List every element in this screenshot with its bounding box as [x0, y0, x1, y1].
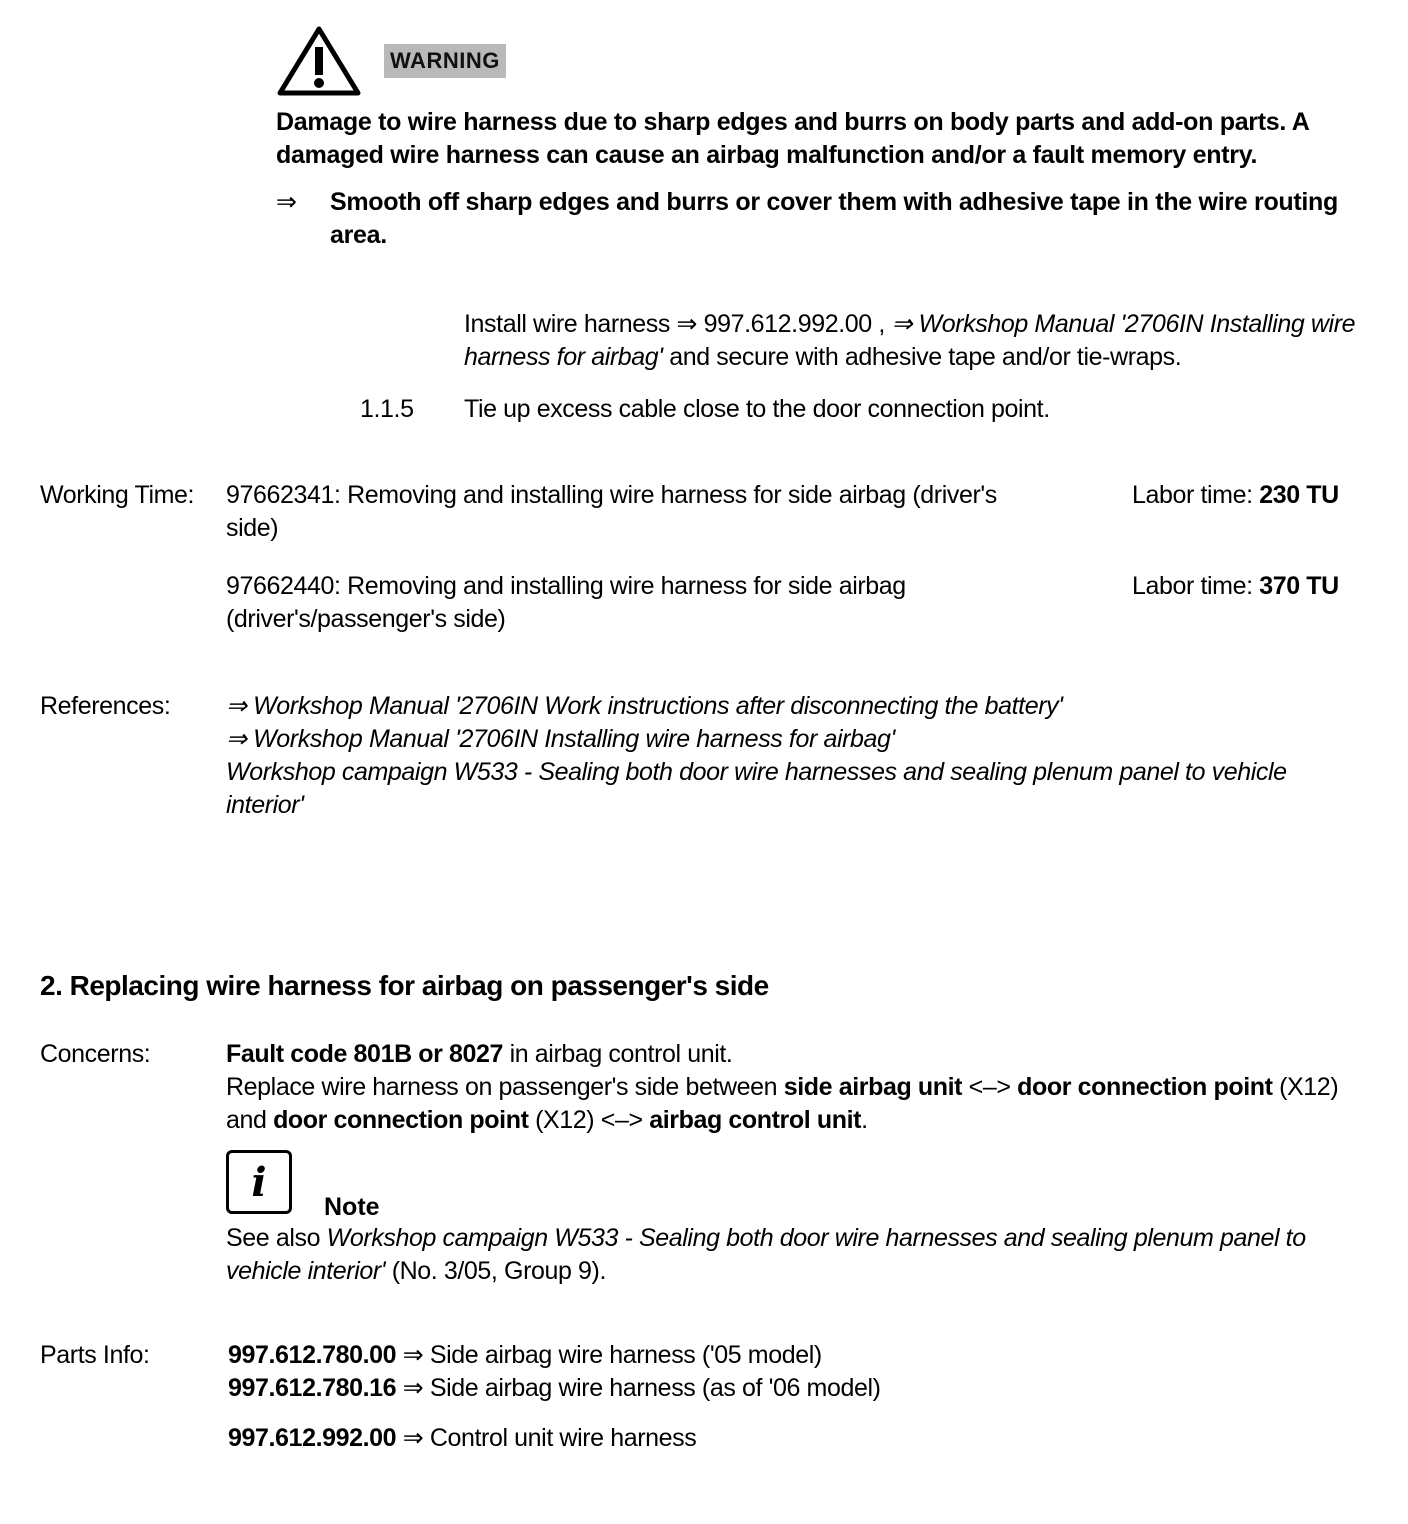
concerns-bold: airbag control unit [649, 1106, 862, 1134]
working-time-label: Working Time: [40, 481, 195, 509]
concerns-bold: door connection point [273, 1106, 529, 1134]
warning-triangle-icon [276, 25, 362, 97]
working-time-text: 97662341: Removing and installing wire harness for side airbag (driver's side) [226, 481, 997, 542]
labor-label: Labor time: [1132, 572, 1253, 600]
working-time-text: 97662440: Removing and installing wire harness for side airbag (driver's/passenger's side) [226, 572, 906, 633]
fault-code-rest: in airbag control unit. [503, 1040, 733, 1068]
labor-label: Labor time: [1132, 481, 1253, 509]
concerns-label: Concerns: [40, 1040, 151, 1068]
info-icon: i [226, 1150, 292, 1214]
note-prefix: See also [226, 1224, 327, 1252]
install-paragraph [464, 308, 1364, 374]
working-time-item [226, 570, 946, 636]
reference-link[interactable]: ⇒ Workshop Manual '2706IN Installing wire harness for airbag' [226, 725, 895, 753]
part-description: Control unit wire harness [423, 1424, 697, 1452]
references-label: References: [40, 692, 171, 720]
fault-code: Fault code 801B or 8027 [226, 1040, 504, 1068]
labor-time [1132, 570, 1372, 603]
reference-campaign: Workshop campaign W533 - Sealing both door wire harnesses and sealing plenum panel to vehicle interior' [226, 758, 1287, 819]
concerns-bold: door connection point [1017, 1073, 1273, 1101]
working-time-item [226, 479, 1026, 545]
note-text [226, 1222, 1356, 1288]
references-list [226, 690, 1326, 822]
install-prefix: Install wire harness ⇒ 997.612.992.00 , [464, 310, 892, 338]
part-number: 997.612.780.16 [228, 1374, 397, 1402]
install-reference: ⇒ Workshop Manual '2706IN Installing wire harness for airbag' [464, 310, 1356, 371]
part-number: 997.612.992.00 [228, 1424, 397, 1452]
section-heading: 2. Replacing wire harness for airbag on passenger's side [40, 970, 769, 1001]
part-item [228, 1339, 1328, 1372]
part-item [228, 1372, 1328, 1405]
warning-block [276, 24, 1366, 252]
part-number: 997.612.780.00 [228, 1341, 397, 1369]
arrow-icon: ⇒ [402, 1424, 424, 1452]
concerns-run: (X12) and [226, 1073, 1339, 1134]
part-item [228, 1422, 1328, 1455]
concerns-run: . [861, 1106, 868, 1134]
note-block [226, 1150, 1356, 1288]
step-number: 1.1.5 [360, 395, 414, 423]
note-title: Note [324, 1193, 380, 1221]
parts-list [228, 1339, 1328, 1455]
concerns-run: Replace wire harness on passenger's side between [226, 1073, 784, 1101]
warning-text: Damage to wire harness due to sharp edges and burrs on body parts and add-on parts. A damaged wire harness can cause an airbag malfunction and/or a fault memory entry. [276, 108, 1309, 169]
part-description: Side airbag wire harness ('05 model) [423, 1341, 822, 1369]
step-text: Tie up excess cable close to the door connection point. [464, 395, 1050, 423]
labor-value: 370 TU [1259, 572, 1339, 600]
concerns-text [226, 1038, 1366, 1137]
labor-value: 230 TU [1259, 481, 1339, 509]
note-suffix: (No. 3/05, Group 9). [385, 1257, 607, 1285]
part-description: Side airbag wire harness (as of '06 model) [423, 1374, 881, 1402]
arrow-icon: ⇒ [402, 1374, 424, 1402]
concerns-run: <–> [962, 1073, 1018, 1101]
warning-action: Smooth off sharp edges and burrs or cover them with adhesive tape in the wire routing area. [330, 188, 1338, 249]
warning-badge: WARNING [384, 44, 506, 78]
concerns-bold: side airbag unit [783, 1073, 963, 1101]
reference-link[interactable]: ⇒ Workshop Manual '2706IN Work instructions after disconnecting the battery' [226, 692, 1063, 720]
arrow-icon: ⇒ [276, 188, 297, 216]
install-suffix: and secure with adhesive tape and/or tie-wraps. [662, 343, 1182, 371]
parts-info-label: Parts Info: [40, 1341, 150, 1369]
concerns-run: (X12) <–> [528, 1106, 650, 1134]
labor-time [1132, 479, 1372, 512]
arrow-icon: ⇒ [402, 1341, 424, 1369]
note-campaign: Workshop campaign W533 - Sealing both door wire harnesses and sealing plenum panel to vehicle interior' [226, 1224, 1306, 1285]
